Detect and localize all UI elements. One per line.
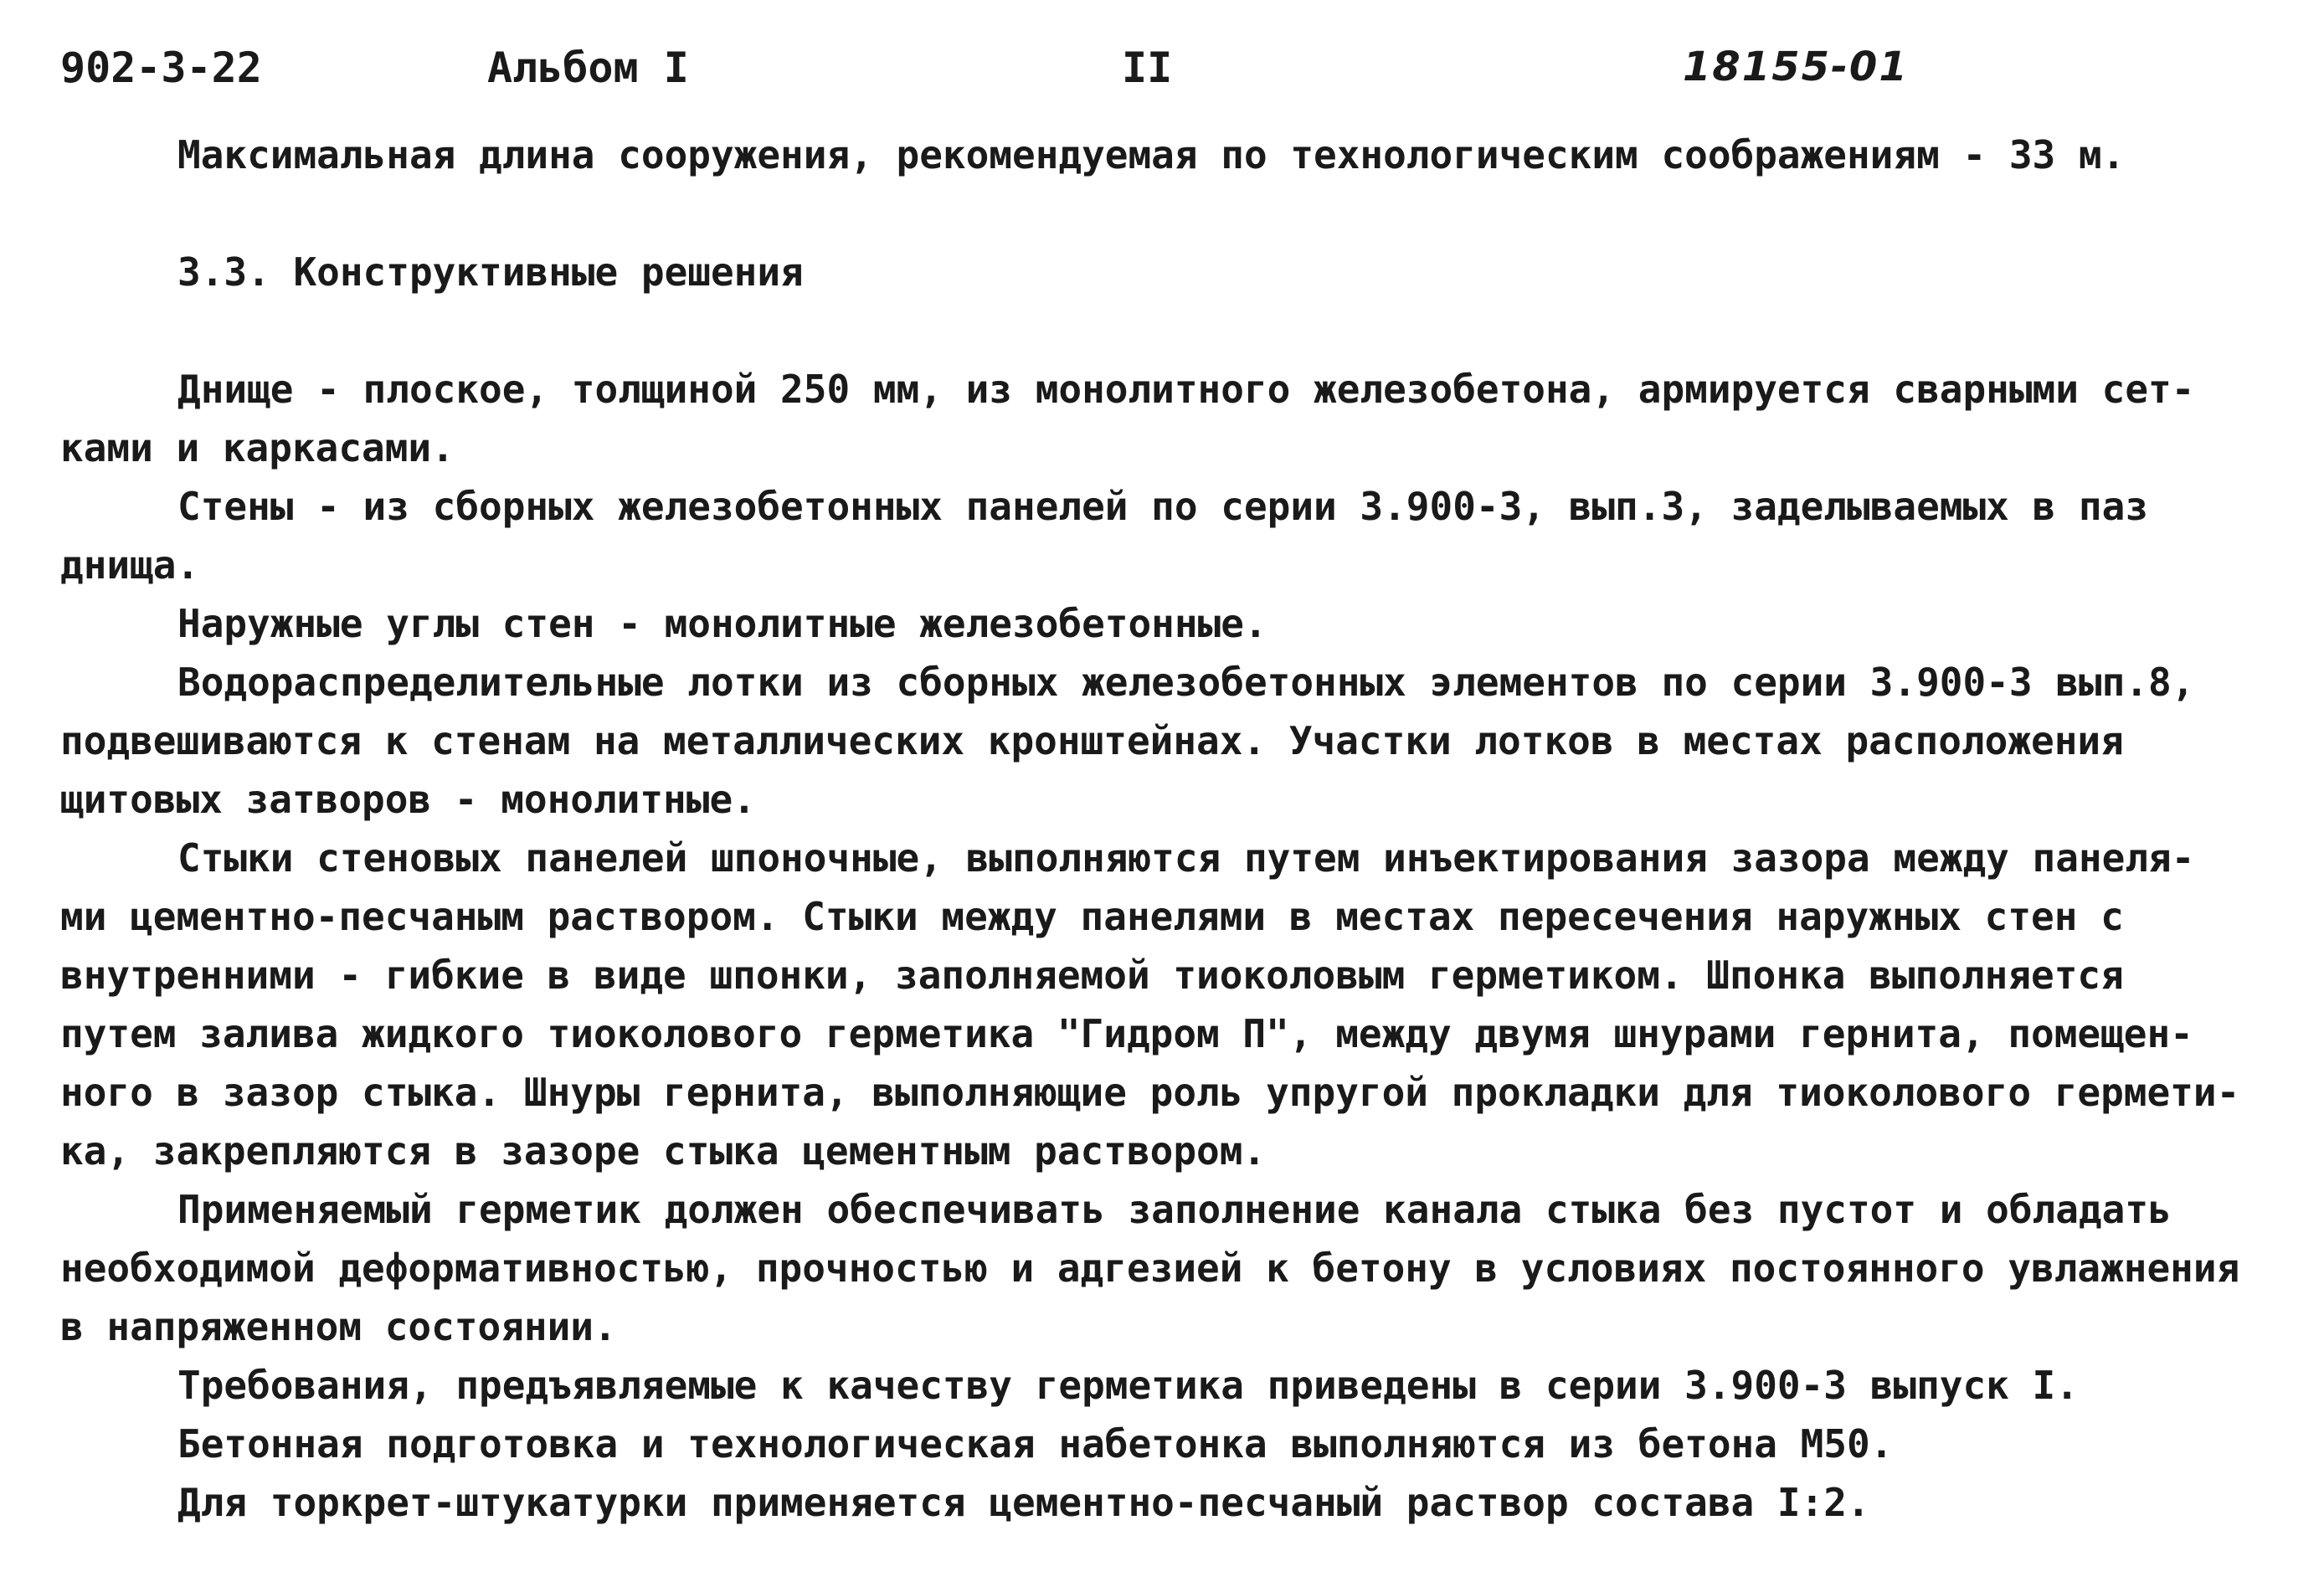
text-line: Требования, предъявляемые к качеству герметика приведены в серии 3.900-3 выпуск I. [177,1363,2079,1408]
text-line: путем залива жидкого тиоколового герметика "Гидром П", между двумя шнурами гернита, помещен- [60,1011,2193,1056]
line-gap [60,184,2287,243]
page-number: II [1122,44,1173,92]
text-line: внутренними - гибкие в виде шпонки, заполняемой тиоколовым герметиком. Шпонка выполняется [60,953,2124,998]
text-line: Стыки стеновых панелей шпоночные, выполняются путем инъектирования зазора между панеля- [177,835,2195,881]
section-heading: 3.3. Конструктивные решения [177,249,804,295]
text-line: щитовых затворов - монолитные. [60,777,756,822]
text-line: необходимой деформативностью, прочностью и адгезией к бетону в условиях постоянного увлажнения [60,1246,2240,1291]
text-line: Стены - из сборных железобетонных панелей по серии 3.900-3, вып.3, заделываемых в паз [177,484,2149,529]
album-label: Альбом I [487,44,689,92]
text-line: Водораспределительные лотки из сборных железобетонных элементов по серии 3.900-3 вып.8, [177,660,2195,705]
text-line: ка, закрепляются в зазоре стыка цементным раствором. [60,1128,1267,1174]
text-line: Применяемый герметик должен обеспечивать заполнение канала стыка без пустот и обладать [177,1187,2172,1232]
body-text [60,126,2287,1532]
text-line: днища. [60,542,200,588]
text-line: в напряженном состоянии. [60,1304,617,1349]
text-line: Бетонная подготовка и технологическая набетонка выполняются из бетона М50. [177,1421,1894,1466]
text-line: подвешиваются к стенам на металлических кронштейнах. Участки лотков в местах расположения [60,718,2124,763]
text-line: Наружные углы стен - монолитные железобетонные. [177,601,1267,646]
text-line: Максимальная длина сооружения, рекомендуемая по технологическим соображениям - 33 м. [177,132,2126,177]
handwritten-document-number: 18155-01 [1683,44,1909,90]
line-gap [60,301,2287,360]
text-line: ного в зазор стыка. Шнуры гернита, выполняющие роль упругой прокладки для тиоколового гермети- [60,1070,2240,1115]
project-code: 902-3-22 [60,44,262,92]
page-header [0,44,2324,102]
text-line: ми цементно-песчаным раствором. Стыки между панелями в местах пересечения наружных стен с [60,894,2124,939]
text-line: Для торкрет-штукатурки применяется цементно-песчаный раствор состава I:2. [177,1480,1870,1525]
text-line: ками и каркасами. [60,425,455,470]
text-line: Днище - плоское, толщиной 250 мм, из монолитного железобетона, армируется сварными сет- [177,367,2195,412]
